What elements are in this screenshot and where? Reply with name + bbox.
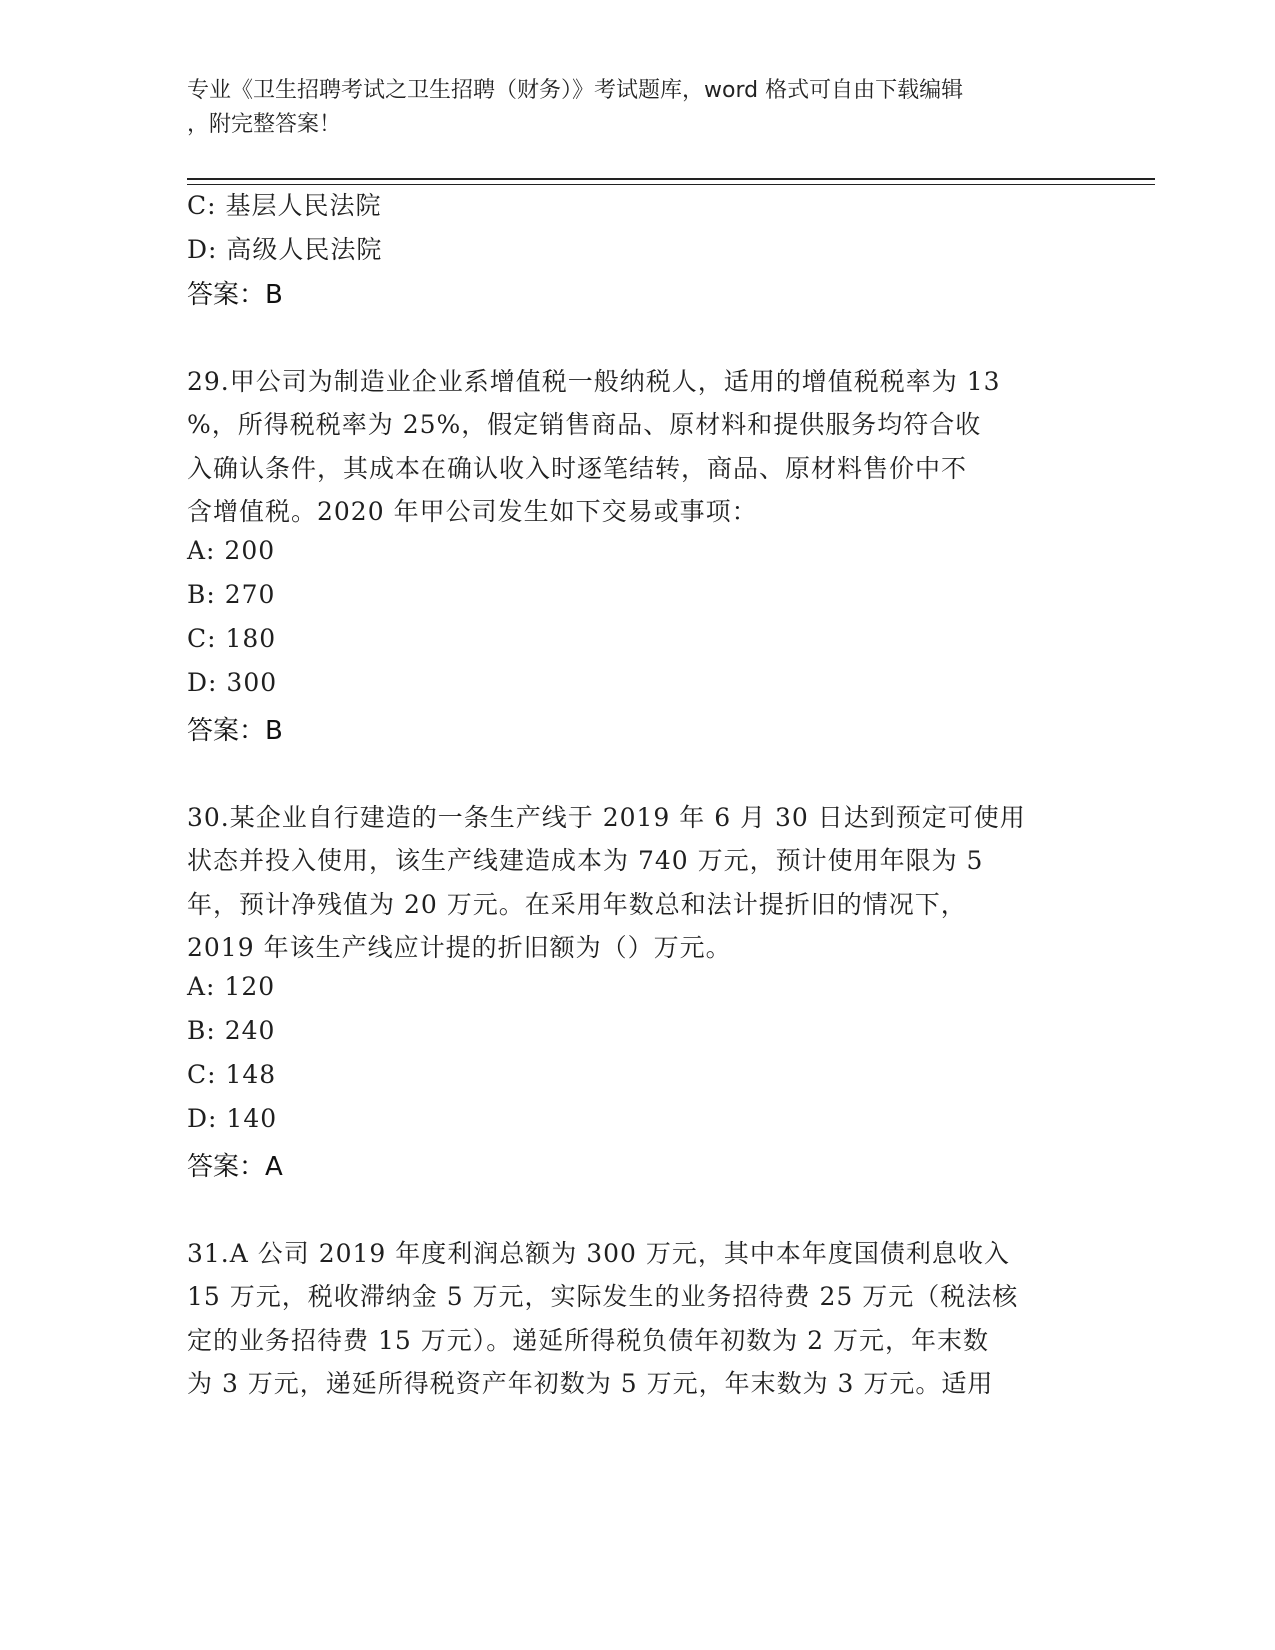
q31-text-line-3: 定的业务招待费 15 万元）。递延所得税负债年初数为 2 万元，年末数 [187,1326,990,1355]
q29-answer: 答案：B [187,716,283,746]
q29-text-line-1: 29.甲公司为制造业企业系增值税一般纳税人，适用的增值税税率为 13 [187,367,1001,396]
q28-option-c: C: 基层人民法院 [187,191,382,220]
q30-text-line-1: 30.某企业自行建造的一条生产线于 2019 年 6 月 30 日达到预定可使用 [187,803,1026,832]
q29-text-line-2: %，所得税税率为 25%，假定销售商品、原材料和提供服务均符合收 [187,410,982,439]
q30-answer: 答案：A [187,1152,283,1182]
q31-text-line-2: 15 万元，税收滞纳金 5 万元，实际发生的业务招待费 25 万元（税法核 [187,1282,1019,1311]
q30-option-d: D: 140 [187,1104,278,1133]
q29-option-a: A: 200 [187,536,276,565]
q29-text-line-3: 入确认条件，其成本在确认收入时逐笔结转，商品、原材料售价中不 [187,454,968,483]
q28-answer: 答案：B [187,280,283,310]
header-divider-thick [187,178,1155,180]
q30-option-a: A: 120 [187,972,276,1001]
document-header [187,74,1087,142]
q31-text-line-4: 为 3 万元，递延所得税资产年初数为 5 万元，年末数为 3 万元。适用 [187,1369,994,1398]
q31-text-line-1: 31.A 公司 2019 年度利润总额为 300 万元，其中本年度国债利息收入 [187,1239,1010,1268]
q28-option-d: D: 高级人民法院 [187,235,383,264]
q29-option-b: B: 270 [187,580,276,609]
q30-text-line-2: 状态并投入使用，该生产线建造成本为 740 万元，预计使用年限为 5 [187,846,984,875]
q29-option-d: D: 300 [187,668,278,697]
q30-option-c: C: 148 [187,1060,277,1089]
q30-text-line-3: 年，预计净残值为 20 万元。在采用年数总和法计提折旧的情况下， [187,890,967,919]
q29-text-line-4: 含增值税。2020 年甲公司发生如下交易或事项： [187,497,758,526]
q30-option-b: B: 240 [187,1016,276,1045]
q29-option-c: C: 180 [187,624,277,653]
header-divider-thin [187,184,1155,185]
header-line-1: 专业《卫生招聘考试之卫生招聘（财务）》考试题库，word 格式可自由下载编辑 [187,78,964,103]
header-line-2: ，附完整答案！ [187,112,342,137]
q30-text-line-4: 2019 年该生产线应计提的折旧额为（）万元。 [187,933,732,962]
